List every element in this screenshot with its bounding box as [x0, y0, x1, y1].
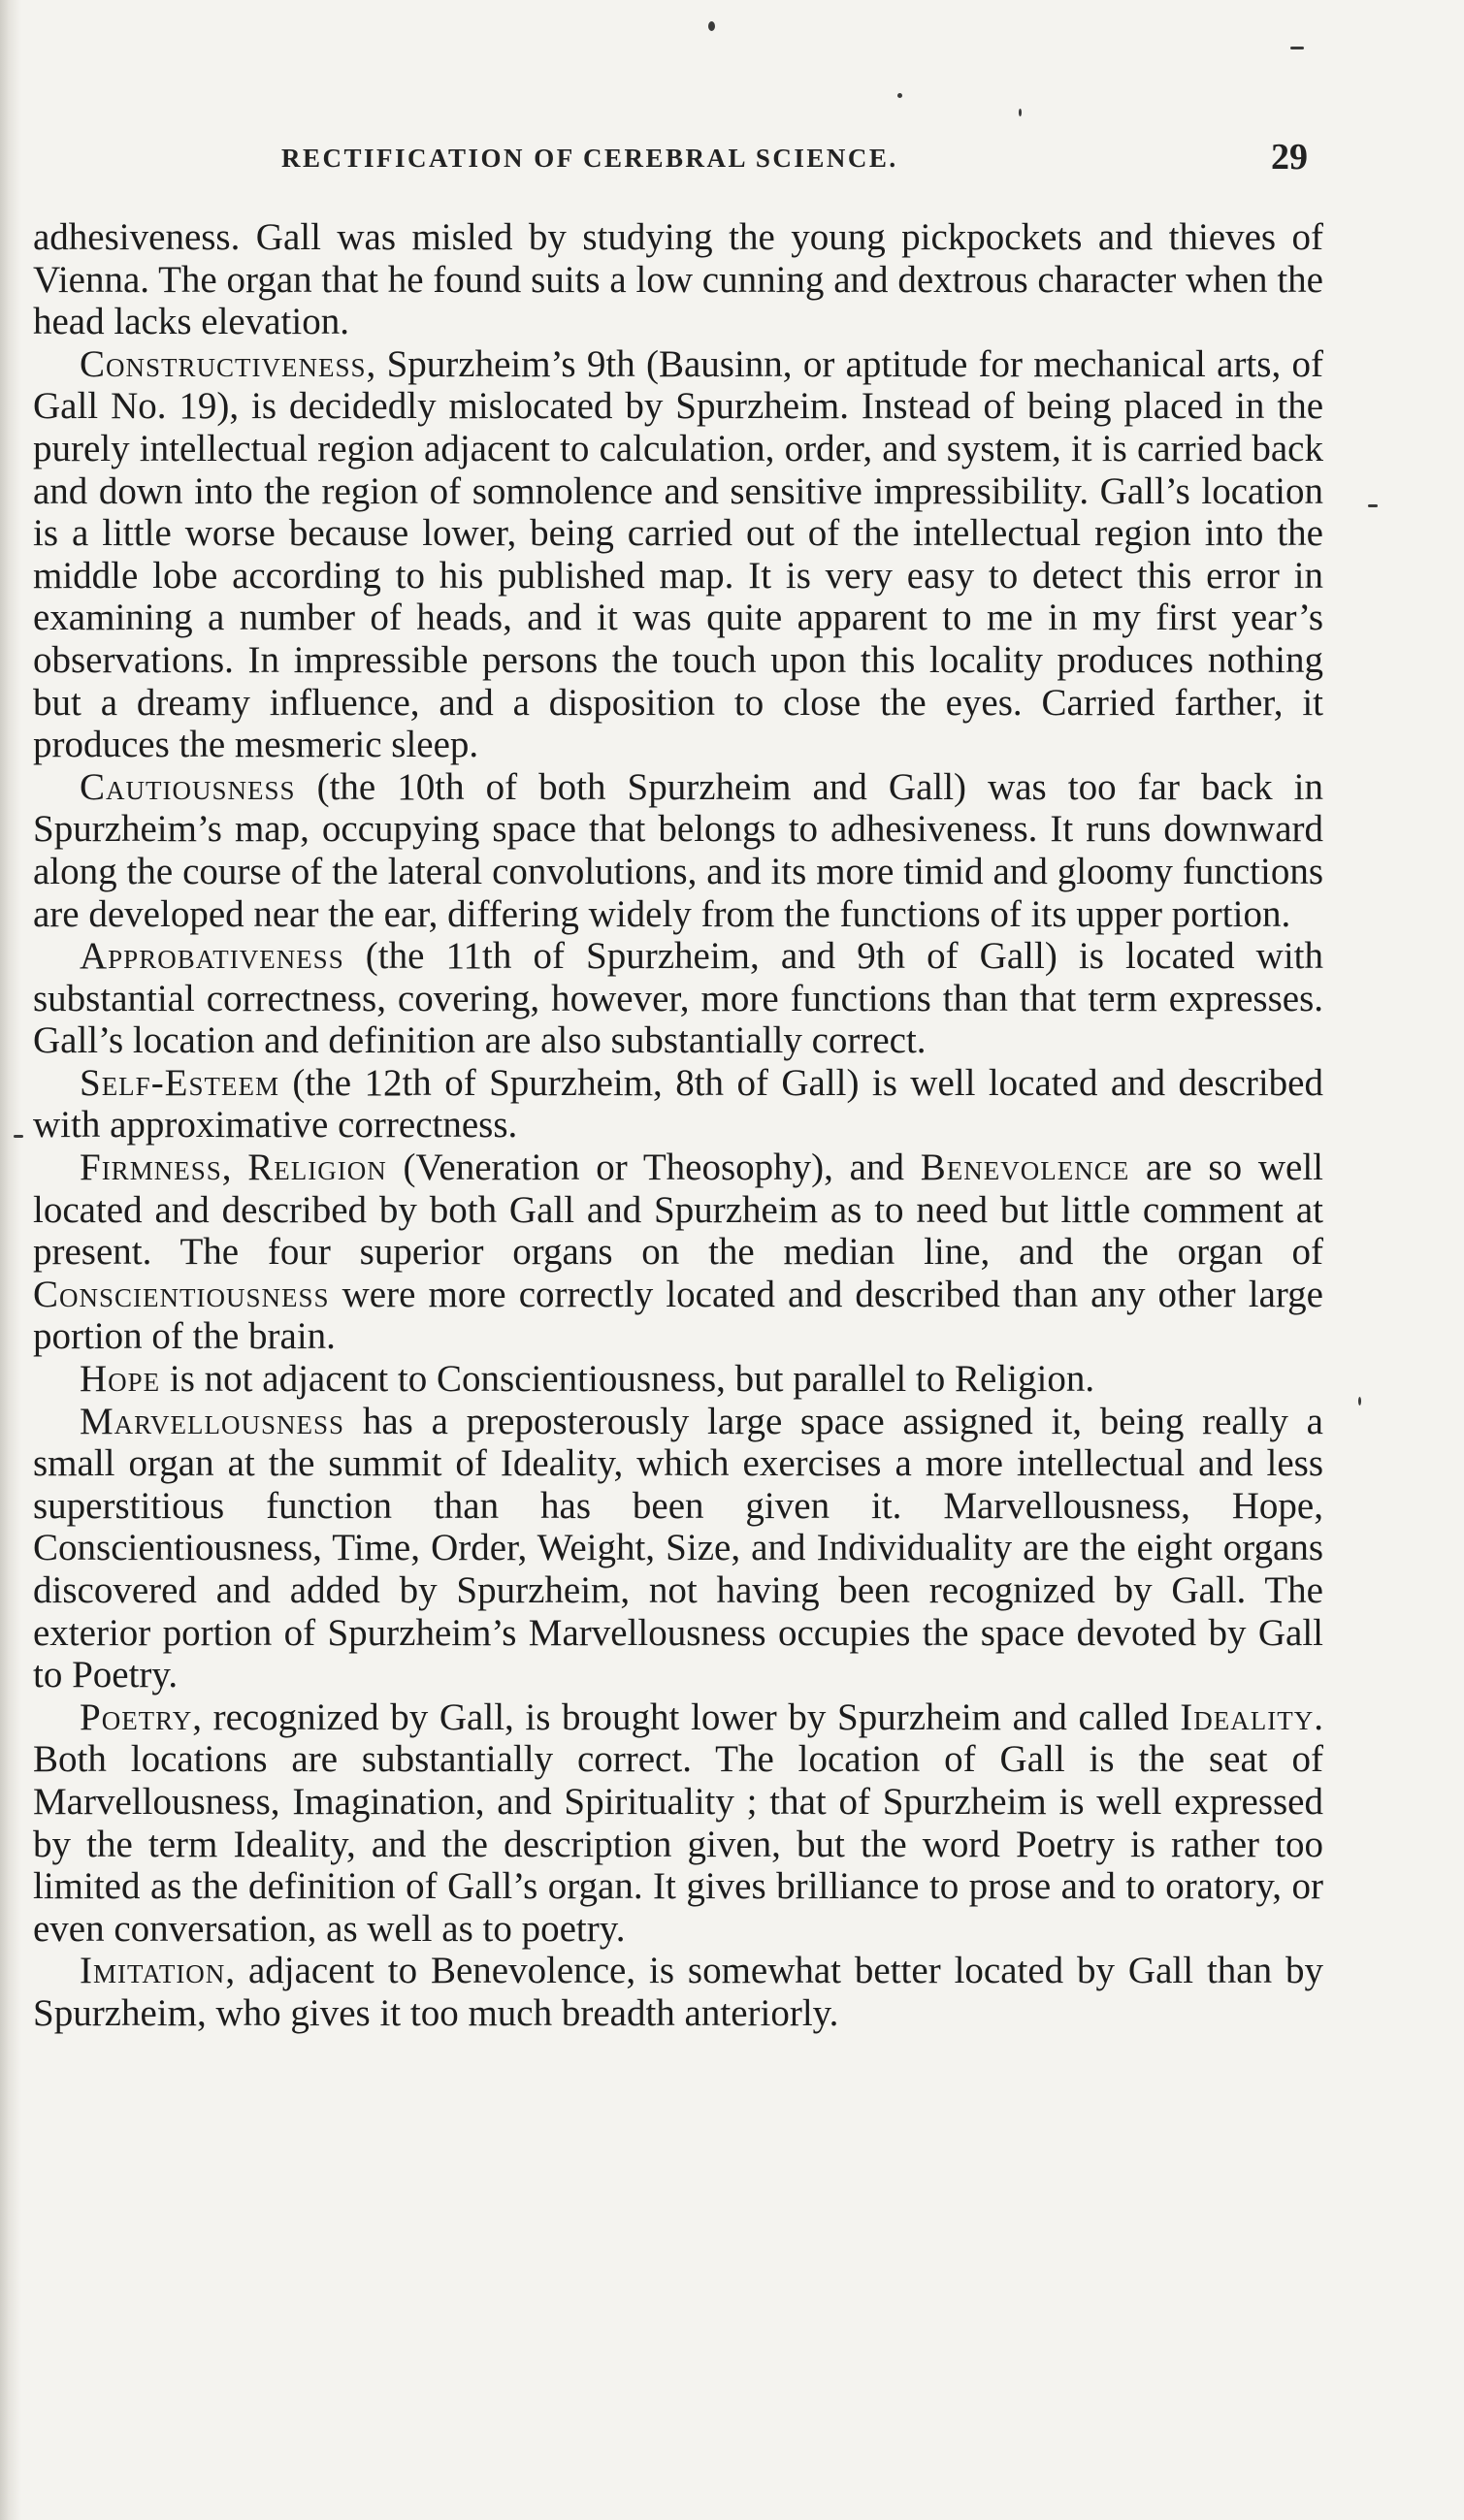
paragraph-imitation	[33, 1950, 1323, 2034]
paragraph-firmness-text-1: ,	[221, 1147, 248, 1189]
print-speck	[708, 21, 715, 31]
paragraph-hope	[33, 1358, 1323, 1401]
paragraph-marvellousness	[33, 1401, 1323, 1696]
paragraph-constructiveness	[33, 343, 1323, 766]
term-imitation: Imitation	[80, 1950, 226, 1992]
print-speck	[1368, 504, 1378, 507]
paragraph-firmness-text-3: are so well located and described by both Gall and Spurzheim as to need but little comment at present. The four superior organs on the median line, and the organ of	[33, 1147, 1324, 1274]
term-benevolence: Benevolence	[920, 1147, 1130, 1189]
page-number: 29	[1271, 137, 1308, 178]
paragraph-1	[33, 216, 1323, 343]
print-speck	[14, 1135, 23, 1138]
print-speck	[897, 93, 902, 98]
term-marvellousness: Marvellousness	[80, 1400, 345, 1442]
term-conscientiousness: Conscientiousness	[33, 1273, 330, 1315]
paragraph-marvellousness-text: has a preposterously large space assigned it, being really a small organ at the summit of Ideality, which exercises a more intellectual and less superstitious function than has been given it. Marvellousness, Hope, Conscientiousness, Time, Order, Weight, Size, and Individuality are the eight organs discovered and added by Spurzheim, not having been recognized by Gall. The exterior portion of Spurzheim’s Marvellousness occupies the space devoted by Gall to Poetry.	[33, 1400, 1323, 1696]
paragraph-poetry	[33, 1696, 1323, 1951]
paragraph-firmness	[33, 1147, 1323, 1358]
paragraph-approbativeness-text: (the 11th of Spurzheim, and 9th of Gall) is located with substantial correctness, covering, however, more functions than that term expresses. Gall’s location and definition are also substantially correct.	[33, 935, 1323, 1062]
term-approbativeness: Approbativeness	[80, 935, 344, 978]
paragraph-firmness-text-2: (Veneration or Theosophy), and	[386, 1147, 921, 1189]
paragraph-cautiousness-text: (the 10th of both Spurzheim and Gall) was too far back in Spurzheim’s map, occupying space that belongs to adhesiveness. It runs downward along the course of the lateral convolutions, and its more timid and gloomy functions are developed near the ear, differing widely from the functions of its upper portion.	[33, 765, 1323, 935]
paragraph-firmness-text-4: were more correctly located and described than any other large portion of the brain.	[33, 1273, 1323, 1358]
body-text	[33, 216, 1323, 2035]
paragraph-cautiousness	[33, 766, 1323, 935]
print-speck	[1019, 109, 1022, 116]
paragraph-self-esteem-text: (the 12th of Spurzheim, 8th of Gall) is well located and described with approximative correctness.	[33, 1061, 1323, 1147]
paragraph-imitation-text: , adjacent to Benevolence, is somewhat better located by Gall than by Spurzheim, who gives it too much breadth anteriorly.	[33, 1950, 1323, 2034]
term-ideality: Ideality	[1180, 1696, 1315, 1738]
paragraph-constructiveness-text: , Spurzheim’s 9th (Bausinn, or aptitude for mechanical arts, of Gall No. 19), is decidedly mislocated by Spurzheim. Instead of being placed in the purely intellectual region adjacent to calculation, order, and system, it is carried back and down into the region of somnolence and sensitive impressibility. Gall’s location is a little worse because lower, being carried out of the intellectual region into the middle lobe according to his published map. It is very easy to detect this error in examining a number of heads, and it was quite apparent to me in my first year’s observations. In impressible persons the touch upon this locality produces nothing but a dreamy influence, and a disposition to close the eyes. Carried farther, it produces the mesmeric sleep.	[33, 342, 1323, 766]
print-speck	[1358, 1397, 1361, 1405]
term-firmness: Firmness	[80, 1147, 222, 1189]
paragraph-1-text: adhesiveness. Gall was misled by studying the young pickpockets and thieves of Vienna. The organ that he found suits a low cunning and dextrous character when the head lacks elevation.	[33, 216, 1323, 343]
term-hope: Hope	[80, 1358, 161, 1401]
running-head: RECTIFICATION OF CEREBRAL SCIENCE.	[281, 144, 898, 173]
term-constructiveness: Constructiveness	[80, 342, 367, 385]
term-cautiousness: Cautiousness	[80, 765, 296, 808]
term-religion: Religion	[247, 1147, 387, 1189]
term-poetry: Poetry	[80, 1696, 193, 1738]
paragraph-self-esteem	[33, 1062, 1323, 1147]
paragraph-poetry-text-1: , recognized by Gall, is brought lower by Spurzheim and called	[192, 1696, 1181, 1738]
page-edge-shadow	[0, 0, 21, 2520]
paragraph-poetry-text-2: . Both locations are substantially correct. The location of Gall is the seat of Marvellousness, Imagination, and Spirituality ; that of Spurzheim is well expressed by the term Ideality, and the description given, but the word Poetry is rather too limited as the definition of Gall’s organ. It gives brilliance to prose and to oratory, or even conversation, as well as to poetry.	[33, 1696, 1323, 1950]
print-speck	[1290, 47, 1304, 49]
paragraph-hope-text: is not adjacent to Conscientiousness, but parallel to Religion.	[160, 1358, 1095, 1401]
term-self-esteem: Self-Esteem	[80, 1061, 280, 1104]
paragraph-approbativeness	[33, 935, 1323, 1062]
